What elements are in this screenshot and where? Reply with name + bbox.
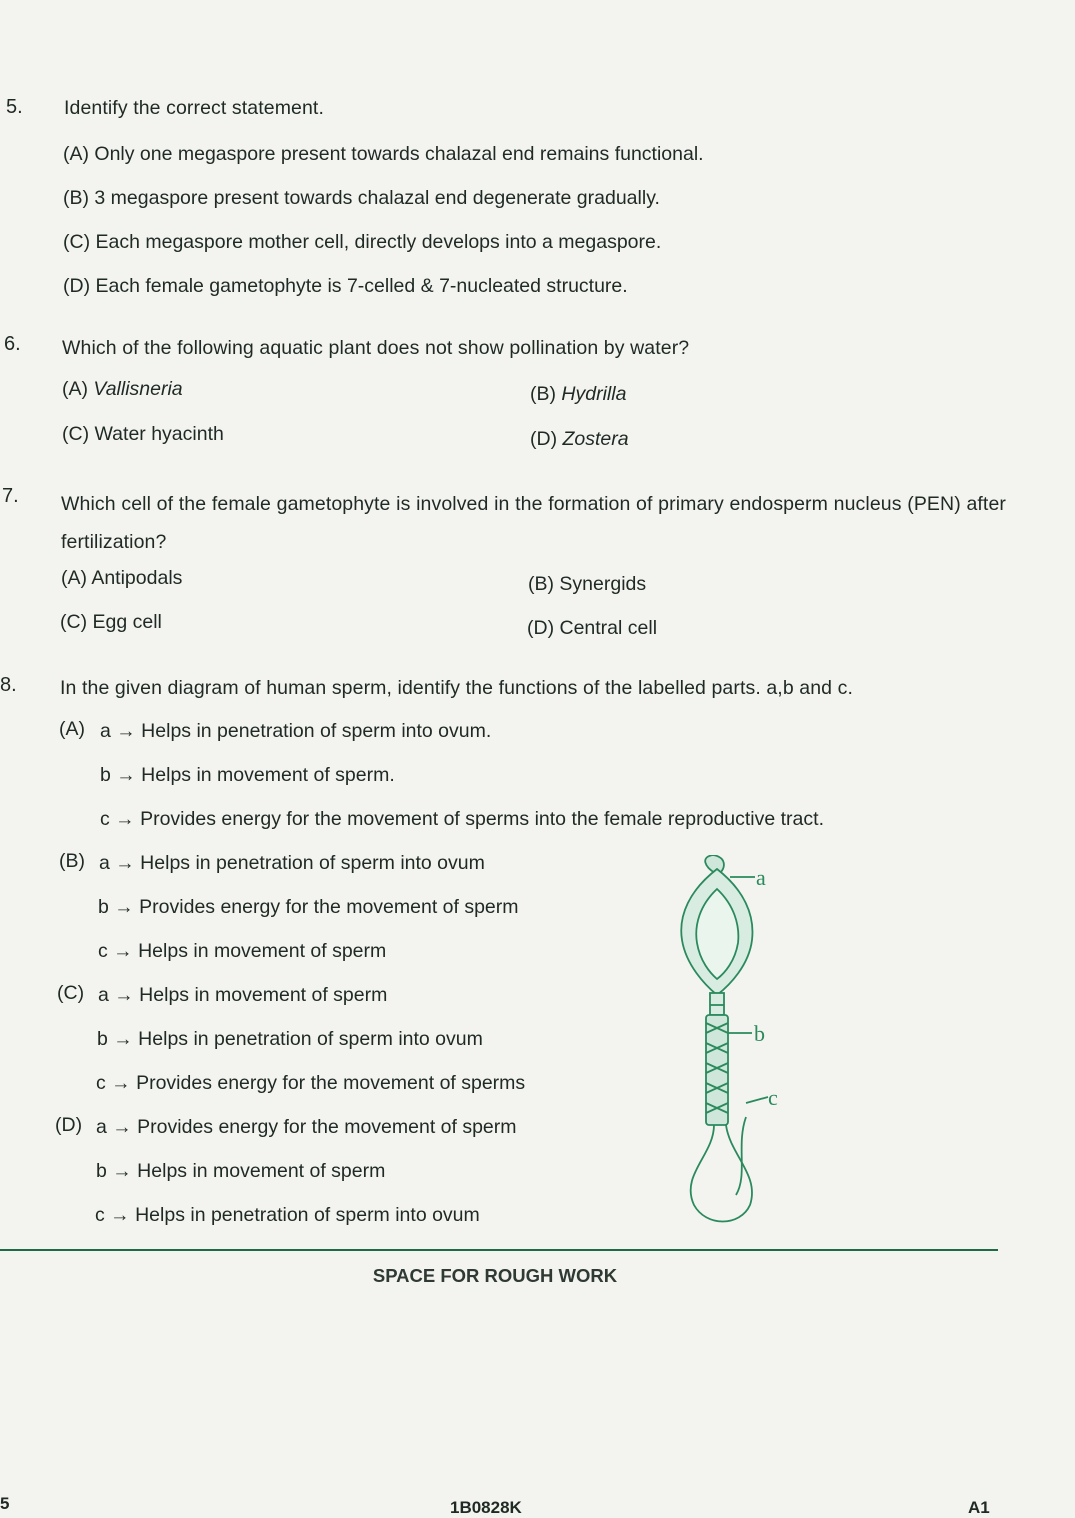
option-c: (C) Each megaspore mother cell, directly develops into a megaspore.	[63, 231, 662, 253]
option-a	[62, 378, 183, 401]
option-d: (D) Central cell	[527, 617, 658, 639]
option-text: Hydrilla	[561, 383, 627, 405]
option-text: Zostera	[562, 428, 629, 450]
option-c	[62, 423, 224, 446]
diagram-label-a: a	[756, 865, 766, 890]
option-b: (B) 3 megaspore present towards chalazal end degenerate gradually.	[63, 187, 660, 209]
rough-work-heading: SPACE FOR ROUGH WORK	[372, 1265, 618, 1286]
option-a: (A) Only one megaspore present towards chalazal end remains functional.	[63, 143, 704, 165]
question-text: Which cell of the female gametophyte is involved in the formation of primary endosperm nucleus (PEN) after fertilization?	[61, 493, 1006, 553]
question-number: 7.	[2, 485, 19, 507]
option-a-line-2: b → Helps in movement of sperm.	[100, 764, 395, 786]
option-d-line-2: b → Helps in movement of sperm	[96, 1160, 386, 1182]
option-c-line-2: b → Helps in penetration of sperm into ovum	[97, 1028, 483, 1050]
option-b-line-1: a → Helps in penetration of sperm into ovum	[99, 852, 485, 874]
option-b	[530, 383, 626, 406]
option-c: (C) Egg cell	[60, 611, 162, 633]
option-letter-b: (B)	[59, 850, 85, 872]
question-number: 8.	[0, 674, 17, 696]
question-text: In the given diagram of human sperm, identify the functions of the labelled parts. a,b and c.	[60, 677, 854, 699]
option-b: (B) Synergids	[528, 573, 647, 595]
option-text: Water hyacinth	[94, 423, 224, 445]
question-number: 5.	[6, 96, 23, 118]
question-text: Identify the correct statement.	[64, 97, 324, 119]
option-letter: (C)	[62, 423, 90, 445]
option-letter-a: (A)	[59, 718, 85, 740]
neck-shape	[710, 993, 724, 1015]
footer-booklet-code: 1B0828K	[450, 1498, 522, 1517]
footer-version: A1	[968, 1498, 990, 1517]
diagram-label-b: b	[754, 1021, 765, 1046]
option-a-line-1: a → Helps in penetration of sperm into ovum.	[100, 720, 492, 742]
option-letter: (A)	[62, 378, 88, 400]
option-d-line-3: c → Helps in penetration of sperm into ovum	[95, 1204, 480, 1226]
diagram-label-c: c	[768, 1085, 778, 1110]
option-d	[530, 428, 629, 451]
option-c-line-3: c → Provides energy for the movement of sperms	[96, 1072, 526, 1094]
option-b-line-3: c → Helps in movement of sperm	[98, 940, 387, 962]
question-text: Which of the following aquatic plant does not show pollination by water?	[62, 337, 690, 359]
option-c-line-1: a → Helps in movement of sperm	[98, 984, 388, 1006]
tail-shape	[691, 1125, 752, 1222]
divider-line	[0, 1249, 998, 1251]
option-letter: (D)	[530, 428, 558, 450]
option-text: Vallisneria	[93, 378, 183, 400]
option-letter-c: (C)	[57, 982, 85, 1004]
sperm-diagram	[660, 855, 800, 1225]
option-letter-d: (D)	[55, 1114, 83, 1136]
option-d: (D) Each female gametophyte is 7-celled & 7-nucleated structure.	[63, 275, 628, 297]
option-a: (A) Antipodals	[61, 567, 183, 589]
footer-page-number: 5	[0, 1494, 10, 1513]
option-d-line-1: a → Provides energy for the movement of sperm	[96, 1116, 517, 1138]
option-a-line-3: c → Provides energy for the movement of sperms into the female reproductive tract.	[100, 808, 824, 830]
option-b-line-2: b → Provides energy for the movement of sperm	[98, 896, 519, 918]
question-number: 6.	[4, 333, 21, 355]
option-letter: (B)	[530, 383, 556, 405]
